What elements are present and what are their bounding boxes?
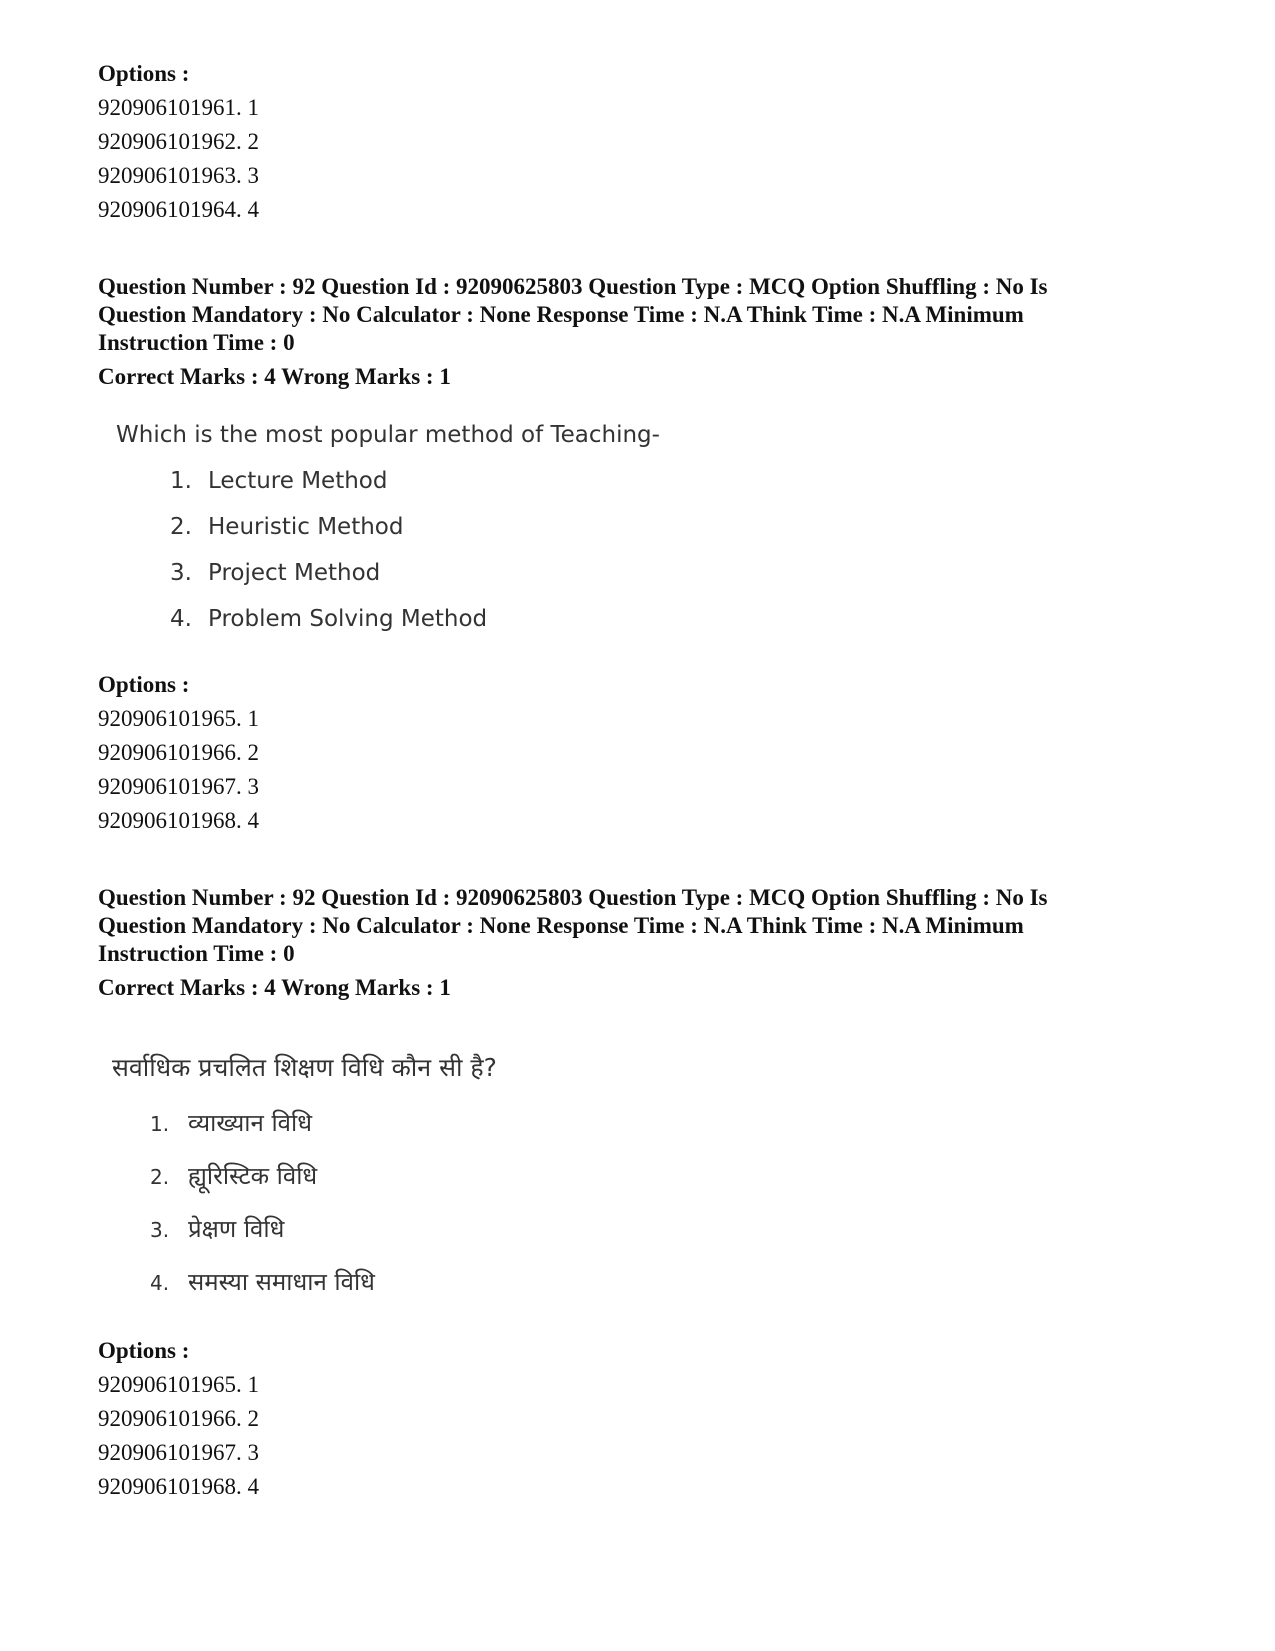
question-meta-line: Question Mandatory : No Calculator : None Response Time : N.A Think Time : N.A Minimum <box>98 302 1024 327</box>
question-image-hi <box>112 1053 712 1313</box>
marks-line: Correct Marks : 4 Wrong Marks : 1 <box>98 364 451 389</box>
choice-number: 3. <box>150 1218 170 1242</box>
choice-number: 4. <box>150 1271 170 1295</box>
question-image-en <box>116 420 716 640</box>
choice-item <box>150 1108 312 1139</box>
choice-text: Project Method <box>208 560 381 586</box>
choice-number: 1. <box>170 468 192 494</box>
option-item: 920906101963. 3 <box>98 163 259 188</box>
option-item: 920906101968. 4 <box>98 1474 259 1499</box>
question-meta-line: Question Mandatory : No Calculator : None Response Time : N.A Think Time : N.A Minimum <box>98 913 1024 938</box>
marks-line: Correct Marks : 4 Wrong Marks : 1 <box>98 975 451 1000</box>
choice-item <box>170 604 487 634</box>
choice-item <box>170 466 387 496</box>
option-item: 920906101962. 2 <box>98 129 259 154</box>
options-label: Options : <box>98 61 190 86</box>
question-meta-line: Question Number : 92 Question Id : 92090625803 Question Type : MCQ Option Shuffling : No Is <box>98 885 1048 910</box>
option-item: 920906101967. 3 <box>98 1440 259 1465</box>
option-item: 920906101965. 1 <box>98 706 259 731</box>
choice-text: Problem Solving Method <box>208 606 488 632</box>
option-item: 920906101961. 1 <box>98 95 259 120</box>
choice-item <box>150 1267 375 1298</box>
choice-item <box>170 558 380 588</box>
choice-number: 2. <box>170 514 192 540</box>
question-meta-line: Instruction Time : 0 <box>98 330 295 355</box>
choice-text: प्रेक्षण विधि <box>188 1215 285 1243</box>
question-stem: Which is the most popular method of Teaching- <box>116 422 660 448</box>
choice-item <box>150 1161 317 1192</box>
options-label: Options : <box>98 672 190 697</box>
option-item: 920906101967. 3 <box>98 774 259 799</box>
question-meta <box>98 273 1178 357</box>
choice-text: Heuristic Method <box>208 514 404 540</box>
choice-text: व्याख्यान विधि <box>188 1109 313 1137</box>
option-item: 920906101966. 2 <box>98 740 259 765</box>
options-label: Options : <box>98 1338 190 1363</box>
choice-text: ह्यूरिस्टिक विधि <box>188 1162 318 1190</box>
choice-number: 2. <box>150 1165 170 1189</box>
option-item: 920906101966. 2 <box>98 1406 259 1431</box>
question-meta-line: Question Number : 92 Question Id : 92090625803 Question Type : MCQ Option Shuffling : No Is <box>98 274 1048 299</box>
option-item: 920906101964. 4 <box>98 197 259 222</box>
choice-text: Lecture Method <box>208 468 388 494</box>
question-meta-line: Instruction Time : 0 <box>98 941 295 966</box>
choice-item <box>170 512 403 542</box>
choice-item <box>150 1214 284 1245</box>
choice-number: 1. <box>150 1112 170 1136</box>
question-stem: सर्वाधिक प्रचलित शिक्षण विधि कौन सी है? <box>112 1053 497 1082</box>
option-item: 920906101965. 1 <box>98 1372 259 1397</box>
choice-number: 3. <box>170 560 192 586</box>
option-item: 920906101968. 4 <box>98 808 259 833</box>
choice-number: 4. <box>170 606 192 632</box>
choice-text: समस्या समाधान विधि <box>188 1268 375 1296</box>
question-meta <box>98 884 1178 968</box>
